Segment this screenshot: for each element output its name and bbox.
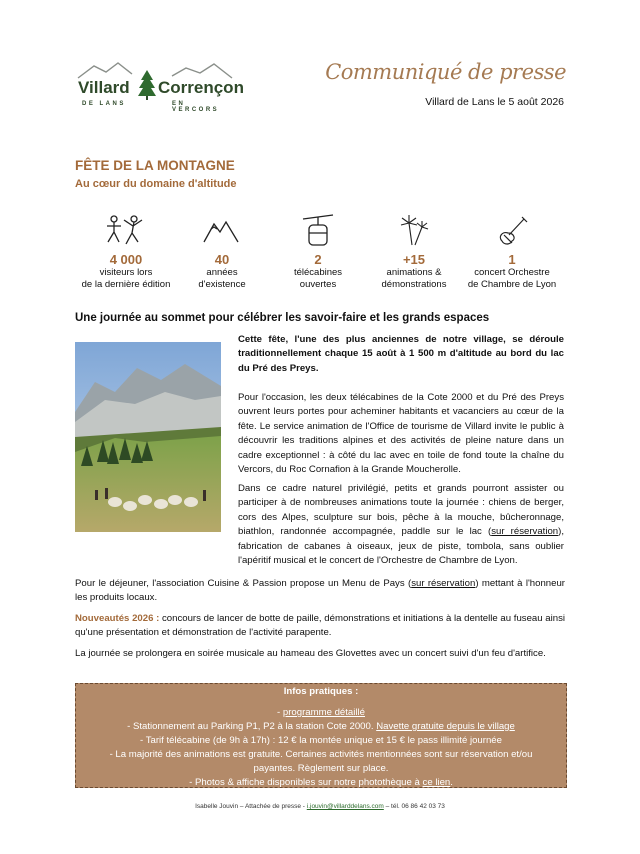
program-link[interactable]: programme détaillé — [282, 707, 365, 718]
news-label: Nouveautés 2026 : — [75, 613, 160, 624]
stat-label-line1: années — [206, 267, 238, 278]
text: Isabelle Jouvin – Attachée de presse - — [195, 803, 307, 810]
mountain-icon — [202, 216, 242, 246]
stat-number: 40 — [214, 252, 230, 267]
stat-label-line2: de Chambre de Lyon — [467, 279, 557, 290]
stat-label-line2: d'existence — [198, 279, 246, 290]
text: - Photos & affiche disponibles sur notre photothèque à — [189, 777, 423, 788]
text: ) mettant à l'honneur les produits locaux. — [75, 578, 565, 604]
fireworks-icon — [397, 213, 431, 249]
info-tarif-line: - Tarif télécabine (de 9h à 17h) : 12 € la montée unique et 15 € le pass illimité journée — [140, 735, 502, 746]
info-free-line-1: - La majorité des animations est gratuite. Certaines activités mentionnées sont sur réservation et/ou — [109, 749, 533, 760]
text: ), fabrication de cabanes à oiseaux, jeux de piste, tombola, sans oublier l'apéritif musical et le concert de l'Orchestre de Chambre de Lyon. — [238, 526, 564, 567]
stat-label-line1: animations & — [386, 267, 442, 278]
info-parking-line — [76, 720, 566, 734]
info-program-line — [76, 706, 566, 720]
paragraph-evening: La journée se prolongera en soirée musicale au hameau des Glovettes avec un concert suivi d'un feu d'artifice. — [75, 648, 546, 659]
gondola-icon — [301, 213, 335, 249]
reservation-link[interactable]: sur réservation — [411, 578, 476, 589]
text: Pour le déjeuner, l'association Cuisine & Passion propose un Menu de Pays ( — [75, 578, 412, 589]
press-release-title: Communiqué de presse — [325, 60, 566, 84]
stat-number: 4 000 — [109, 252, 143, 267]
stat-number: 2 — [314, 252, 322, 267]
text: - — [277, 707, 283, 718]
stat-label-line2: de la dernière édition — [81, 279, 171, 290]
logo-sub-right: EN VERCORS — [172, 101, 220, 113]
text: concours de lancer de botte de paille, démonstrations et initiations à la dentelle au fuseau ainsi qu'une présentation et démonstration de l'activité parapente. — [75, 613, 565, 639]
paragraph-telecabines: Pour l'occasion, les deux télécabines de la Cote 2000 et du Pré des Preys ouvrent leurs portes pour acheminer habitants et vacanciers au cœur de la fête. Le service animation de l'Office de tourisme de Villard invite le public à découvrir les traditions alpines et des activités de pleine nature dans un cadre exceptionnel : à côté du lac avec en toile de fond toute la chaîne du Vercors, du Roc Cornafion à la Grande Moucherolle. — [238, 392, 564, 476]
stat-number: +15 — [402, 252, 426, 267]
paragraph-lunch — [75, 577, 565, 606]
fir-tree-icon — [138, 70, 156, 100]
photo-library-link[interactable]: ce lien — [422, 777, 451, 788]
text: . — [450, 777, 453, 788]
stat-concert — [452, 212, 572, 291]
stat-label-line1: visiteurs lors — [99, 267, 153, 278]
footer-contact — [0, 803, 640, 810]
logo-word-left: Villard — [78, 78, 130, 97]
dateline: Villard de Lans le 5 août 2026 — [425, 96, 564, 108]
text: Dans ce cadre naturel privilégié, petits et grands pourront assister ou participer à de nombreuses animations toute la journée : chiens de berger, cors des Alpes, sculpture sur bois, pêche à la mouche, bûcheronnage, biathlon, randonnée accompagnée, paddle sur le lac ( — [238, 483, 564, 538]
lead-paragraph: Cette fête, l'une des plus anciennes de notre village, se déroule traditionnellement chaque 15 août à 1 500 m d'altitude au bord du lac du Pré des Preys. — [238, 334, 564, 374]
stat-label-line1: télécabines — [293, 267, 343, 278]
stat-label-line2: démonstrations — [381, 279, 447, 290]
text: – tél. 06 86 42 03 73 — [383, 803, 445, 810]
stats-row — [66, 212, 576, 292]
info-free-line-2: payantes. Règlement sur place. — [253, 763, 389, 774]
shuttle-link[interactable]: Navette gratuite depuis le village — [376, 721, 515, 732]
info-title: Infos pratiques : — [283, 686, 359, 697]
section-title: Une journée au sommet pour célébrer les savoir-faire et les grands espaces — [75, 312, 490, 324]
stat-number: 1 — [508, 252, 516, 267]
villard-correncon-logo — [76, 60, 244, 116]
page-subtitle: Au cœur du domaine d'altitude — [75, 178, 237, 190]
paragraph-news — [75, 612, 565, 641]
stat-label-line2: ouvertes — [299, 279, 337, 290]
stat-label-line1: concert Orchestre — [474, 267, 550, 278]
logo-word-right: Corrençon — [158, 78, 244, 97]
text: - Stationnement au Parking P1, P2 à la station Cote 2000. — [127, 721, 377, 732]
info-photos-line — [76, 776, 566, 790]
email-link[interactable]: i.jouvin@villarddelans.com — [306, 803, 384, 810]
people-icon — [104, 214, 148, 248]
paragraph-animations — [238, 482, 564, 568]
reservation-link[interactable]: sur réservation — [491, 526, 559, 538]
page-title: FÊTE DE LA MONTAGNE — [75, 158, 235, 173]
practical-info-box — [75, 683, 567, 788]
logo-sub-left: DE LANS — [82, 101, 126, 107]
violin-icon — [494, 213, 530, 249]
mountain-meadow-photo — [75, 342, 221, 532]
